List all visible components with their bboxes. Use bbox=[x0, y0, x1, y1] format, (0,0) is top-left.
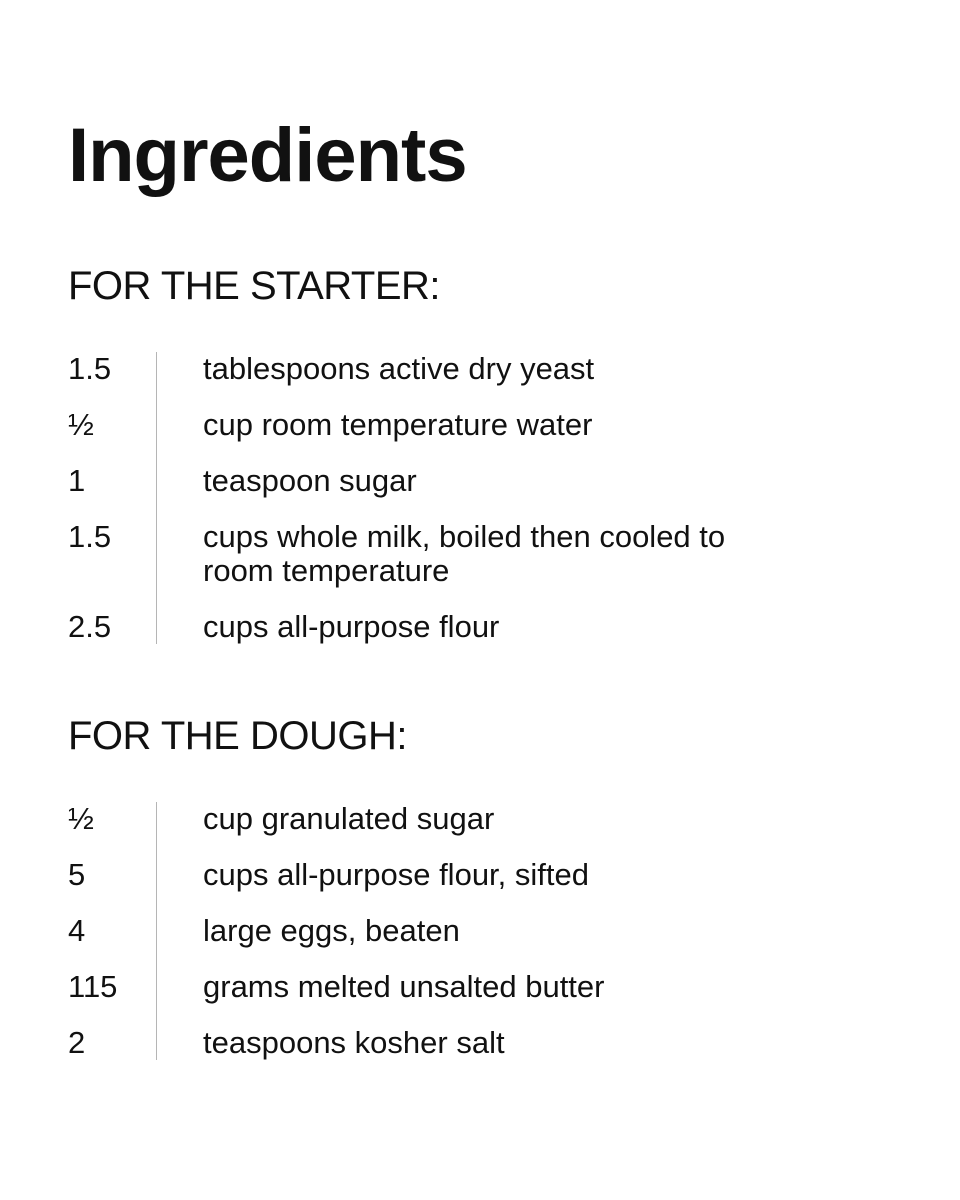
ingredient-row bbox=[68, 610, 888, 644]
ingredient-row bbox=[68, 970, 888, 1004]
ingredient-row bbox=[68, 858, 888, 892]
page-title: Ingredients bbox=[68, 113, 467, 198]
ingredient-quantity: ½ bbox=[68, 407, 94, 442]
ingredient-description: teaspoons kosher salt bbox=[203, 1025, 505, 1060]
divider-line bbox=[156, 802, 157, 1060]
ingredient-quantity: 1 bbox=[68, 463, 86, 498]
ingredient-description: cups whole milk, boiled then cooled to room temperature bbox=[203, 519, 726, 588]
ingredient-list bbox=[68, 802, 888, 1060]
ingredient-quantity: 2.5 bbox=[68, 609, 112, 644]
ingredient-row bbox=[68, 464, 888, 498]
ingredient-description: cups all-purpose flour bbox=[203, 609, 500, 644]
ingredient-description: cup granulated sugar bbox=[203, 801, 495, 836]
ingredient-quantity: 5 bbox=[68, 857, 86, 892]
ingredient-row bbox=[68, 352, 888, 386]
ingredient-row bbox=[68, 408, 888, 442]
ingredient-quantity: 1.5 bbox=[68, 351, 112, 386]
ingredient-description: grams melted unsalted butter bbox=[203, 969, 605, 1004]
dough-section bbox=[68, 716, 888, 1060]
ingredient-description: large eggs, beaten bbox=[203, 913, 460, 948]
ingredient-description: cups all-purpose flour, sifted bbox=[203, 857, 589, 892]
ingredient-description: cup room temperature water bbox=[203, 407, 593, 442]
ingredient-quantity: 2 bbox=[68, 1025, 86, 1060]
divider-line bbox=[156, 352, 157, 644]
starter-section bbox=[68, 266, 888, 644]
ingredient-quantity: 1.5 bbox=[68, 519, 112, 554]
section-heading: FOR THE DOUGH: bbox=[68, 714, 407, 758]
ingredient-quantity: ½ bbox=[68, 801, 94, 836]
ingredient-quantity: 115 bbox=[68, 969, 118, 1004]
ingredient-quantity: 4 bbox=[68, 913, 86, 948]
ingredient-list bbox=[68, 352, 888, 644]
ingredient-description: teaspoon sugar bbox=[203, 463, 417, 498]
ingredient-row bbox=[68, 914, 888, 948]
ingredient-row bbox=[68, 520, 888, 588]
ingredient-row bbox=[68, 802, 888, 836]
ingredient-description: tablespoons active dry yeast bbox=[203, 351, 595, 386]
ingredient-row bbox=[68, 1026, 888, 1060]
section-heading: FOR THE STARTER: bbox=[68, 264, 441, 308]
